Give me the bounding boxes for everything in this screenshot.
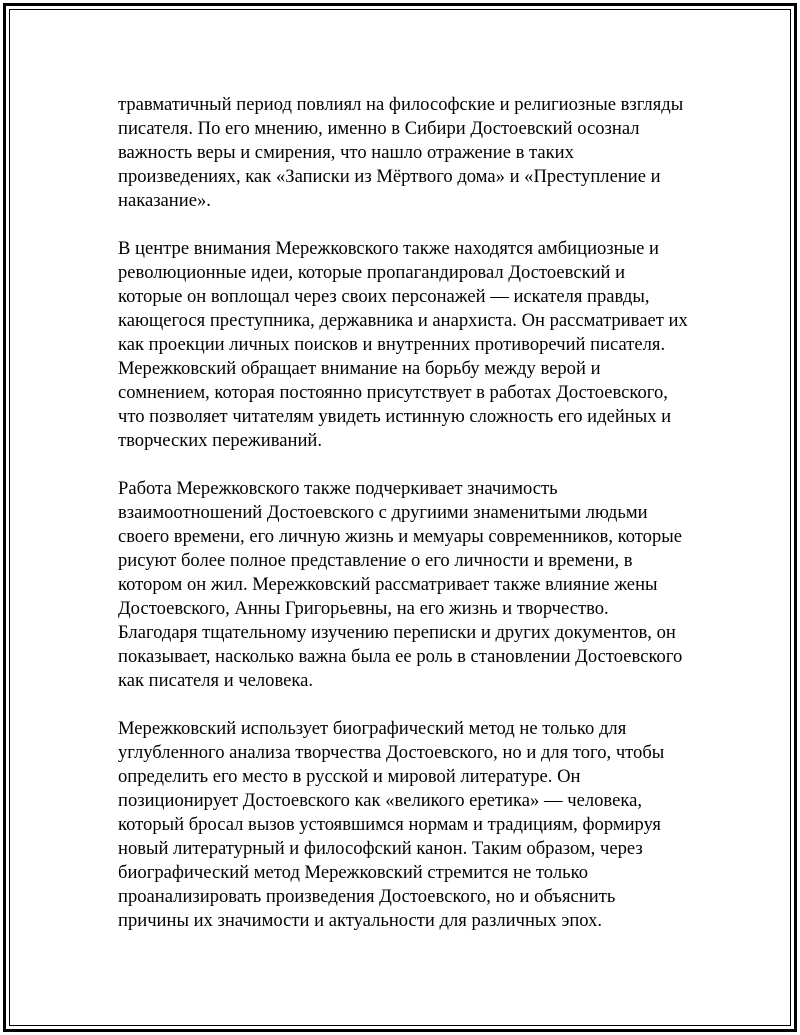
paragraph-1: травматичный период повлиял на философские и религиозные взгляды писателя. По его мнению, именно в Сибири Достоевский осознал важность веры и смирения, что нашло отражение в таких произведениях, как «Записки из Мёртвого дома» и «Преступление и наказание».: [118, 94, 684, 211]
paragraph-4: Мережковский использует биографический метод не только для углубленного анализа творчества Достоевского, но и для того, чтобы определить его место в русской и мировой литературе. Он позиционирует Достоевского как «великого еретика» — человека, который бросал вызов устоявшимся нормам и традициям, формируя новый литературный и философский канон. Таким образом, через биографический метод Мережковский стремится не только проанализировать произведения Достоевского, но и объяснить причины их значимости и актуальности для различных эпох.: [118, 718, 665, 931]
paragraph-2: В центре внимания Мережковского также находятся амбициозные и революционные идеи, которые пропагандировал Достоевский и которые он воплощал через своих персонажей — искателя правды, кающегося преступника, державника и анархиста. Он рассматривает их как проекции личных поисков и внутренних противоречий писателя. Мережковский обращает внимание на борьбу между верой и сомнением, которая постоянно присутствует в работах Достоевского, что позволяет читателям увидеть истинную сложность его идейных и творческих переживаний.: [118, 238, 688, 451]
document-body: [118, 93, 698, 957]
paragraph-3: Работа Мережковского также подчеркивает значимость взаимоотношений Достоевского с другиими знаменитыми людьми своего времени, его личную жизнь и мемуары современников, которые рисуют более полное представление о его личности и времени, в котором он жил. Мережковский рассматривает также влияние жены Достоевского, Анны Григорьевны, на его жизнь и творчество. Благодаря тщательному изучению переписки и других документов, он показывает, насколько важна была ее роль в становлении Достоевского как писателя и человека.: [118, 478, 683, 691]
